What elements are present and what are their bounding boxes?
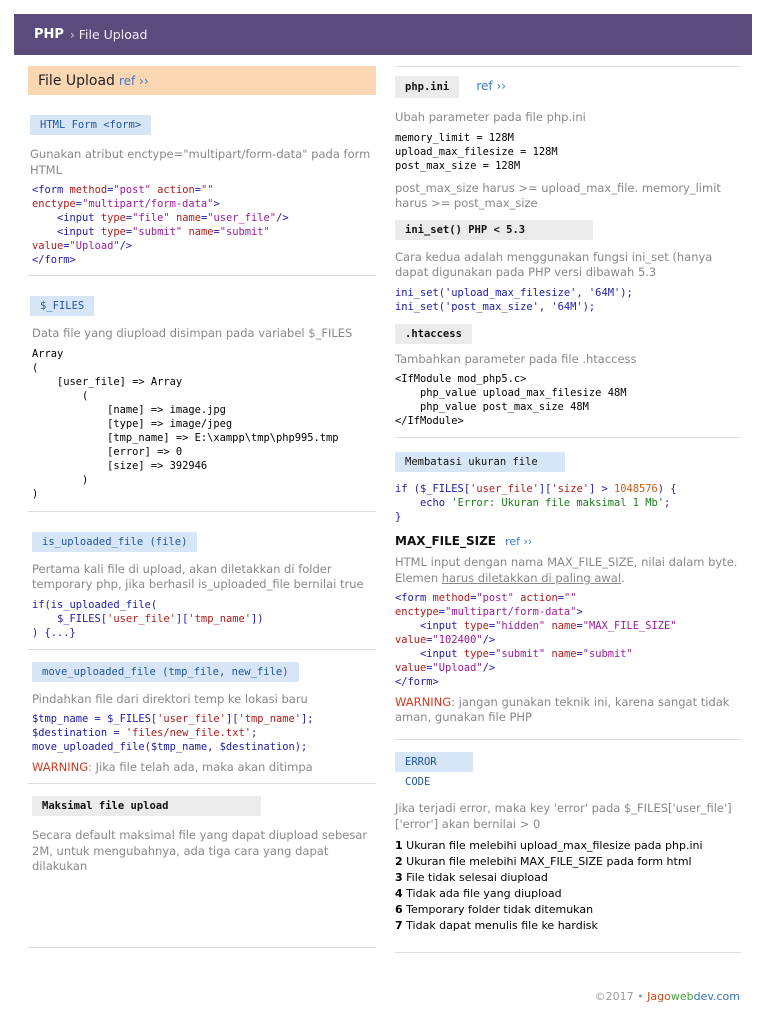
footer [595,990,740,1003]
htaccess-section [395,322,741,429]
files-section [28,275,376,501]
is-uploaded-code: if(is_uploaded_file( $_FILES['user_file']['tmp_name']) ) {...} [32,598,264,639]
maxfs-section [395,530,741,725]
maxfs-warning [395,695,741,725]
max-upload-section [28,783,376,875]
list-item: 4 Tidak ada file yang diupload [395,887,562,900]
html-form-code: <form method="post" action="" enctype="multipart/form-data"> <input type="file" name="user_file"/> <input type="submit" name="submit" value="Upload"/> </form> [32,184,289,266]
maxfs-warning-word: WARNING [395,695,452,709]
phpini-desc: Ubah parameter pada file php.ini [395,110,586,124]
maxfs-desc-a: HTML input dengan nama MAX_FILE_SIZE, nilai dalam byte. Elemen [395,555,738,585]
move-uploaded-label: move_uploaded_file (tmp_file, new_file) [32,662,299,682]
errcode-list [395,838,741,934]
phpini-code: memory_limit = 128M upload_max_filesize = 128M post_max_size = 128M [395,131,558,172]
right-bottom-rule [395,952,741,953]
html-form-section [30,113,376,267]
maxfs-warning-text: : jangan gunakan teknik ini, karena sangat tidak aman, gunakan file PHP [395,695,730,724]
footer-brand-web[interactable]: web [670,990,694,1003]
iniset-code: ini_set('upload_max_filesize', '64M'); ini_set('post_max_size', '64M'); [395,286,633,313]
iniset-desc: Cara kedua adalah menggunakan fungsi ini_set (hanya dapat digunakan pada PHP versi dibawah 5.3 [395,249,713,279]
limit-label: Membatasi ukuran file [395,452,565,472]
move-uploaded-code: $tmp_name = $_FILES['user_file']['tmp_name']; $destination = 'files/new_file.txt'; move_uploaded_file($tmp_name, $destination); [32,713,314,753]
phpini-section [395,66,741,212]
move-uploaded-desc: Pindahkan file dari direktori temp ke lokasi baru [32,691,308,706]
footer-brand-dev[interactable]: dev.com [693,990,740,1003]
limit-code: if ($_FILES['user_file']['size'] > 1048576) { echo 'Error: Ukuran file maksimal 1 Mb'; } [395,483,677,523]
iniset-label: ini_set() PHP < 5.3 [395,220,593,240]
errcode-label: ERROR CODE [395,752,473,772]
errcode-desc: Jika terjadi error, maka key 'error' pada $_FILES['user_file']['error'] akan bernilai > 0 [395,801,732,831]
main-ref-link[interactable]: ref ›› [118,73,149,88]
html-form-label: HTML Form <form> [30,115,151,135]
html-form-desc: Gunakan atribut enctype="multipart/form-data" pada form HTML [30,147,371,177]
max-upload-desc: Secara default maksimal file yang dapat diupload sebesar 2M, untuk mengubahnya, ada tiga cara yang dapat dilakukan [32,828,368,873]
list-item: 6 Temporary folder tidak ditemukan [395,903,594,916]
files-label: $_FILES [30,296,94,316]
move-warning-word: WARNING [32,760,89,774]
errcode-section [395,739,741,934]
is-uploaded-section [28,511,376,640]
is-uploaded-label: is_uploaded_file (file) [32,532,197,552]
limit-section [395,437,741,524]
maxfs-desc [395,555,741,586]
list-item: 3 File tidak selesai diupload [395,871,548,884]
header-subtitle: File Upload [78,27,148,42]
is-uploaded-desc: Pertama kali file di upload, akan diletakkan di folder temporary php, jika berhasil is_uploaded_file bernilai true [32,561,364,591]
htaccess-code: <IfModule mod_php5.c> php_value upload_max_filesize 48M php_value post_max_size 48M </IfModule> [395,373,627,427]
maxfs-ref-link[interactable]: ref ›› [505,535,533,548]
maxfs-code: <form method="post" action="" enctype="multipart/form-data"> <input type="hidden" name="MAX_FILE_SIZE" value="102400"/> <input type="submit" name="submit" value="Upload"/> </form> [395,592,677,688]
main-title-box [28,66,376,95]
phpini-label: php.ini [395,76,459,98]
left-column [28,66,376,948]
phpini-ref-link[interactable]: ref ›› [476,79,507,93]
list-item: 2 Ukuran file melebihi MAX_FILE_SIZE pada form html [395,855,692,868]
right-column [395,66,741,953]
footer-copyright: ©2017 • [594,990,648,1003]
phpini-note: post_max_size harus >= upload_max_file. memory_limit harus >= post_max_size [395,180,721,210]
header-title: PHP [34,27,64,42]
maxfs-desc-underline: harus diletakkan di paling awal [441,570,622,585]
htaccess-label: .htaccess [395,324,472,344]
page-header [14,14,752,55]
move-uploaded-warning [32,760,376,775]
footer-brand-jago[interactable]: Jago [647,990,671,1003]
iniset-section [395,218,741,314]
maxfs-desc-b: . [621,570,625,585]
header-separator: › [69,27,75,42]
main-title: File Upload [38,72,115,89]
left-bottom-rule [28,947,376,948]
move-warning-text: : Jika file telah ada, maka akan ditimpa [88,760,313,774]
maxfs-title: MAX_FILE_SIZE [395,534,496,548]
files-desc: Data file yang diupload disimpan pada variabel $_FILES [32,326,353,340]
max-upload-label: Maksimal file upload [32,796,261,816]
htaccess-desc: Tambahkan parameter pada file .htaccess [395,351,637,366]
list-item: 1 Ukuran file melebihi upload_max_filesize pada php.ini [395,839,703,852]
move-uploaded-section [28,649,376,776]
files-code: Array ( [user_file] => Array ( [name] => image.jpg [type] => image/jpeg [tmp_name] => E:\xampp\tmp\php995.tmp [error] => 0 [size] => 392946 ) ) [32,347,339,500]
list-item: 7 Tidak dapat menulis file ke hardisk [395,919,598,932]
